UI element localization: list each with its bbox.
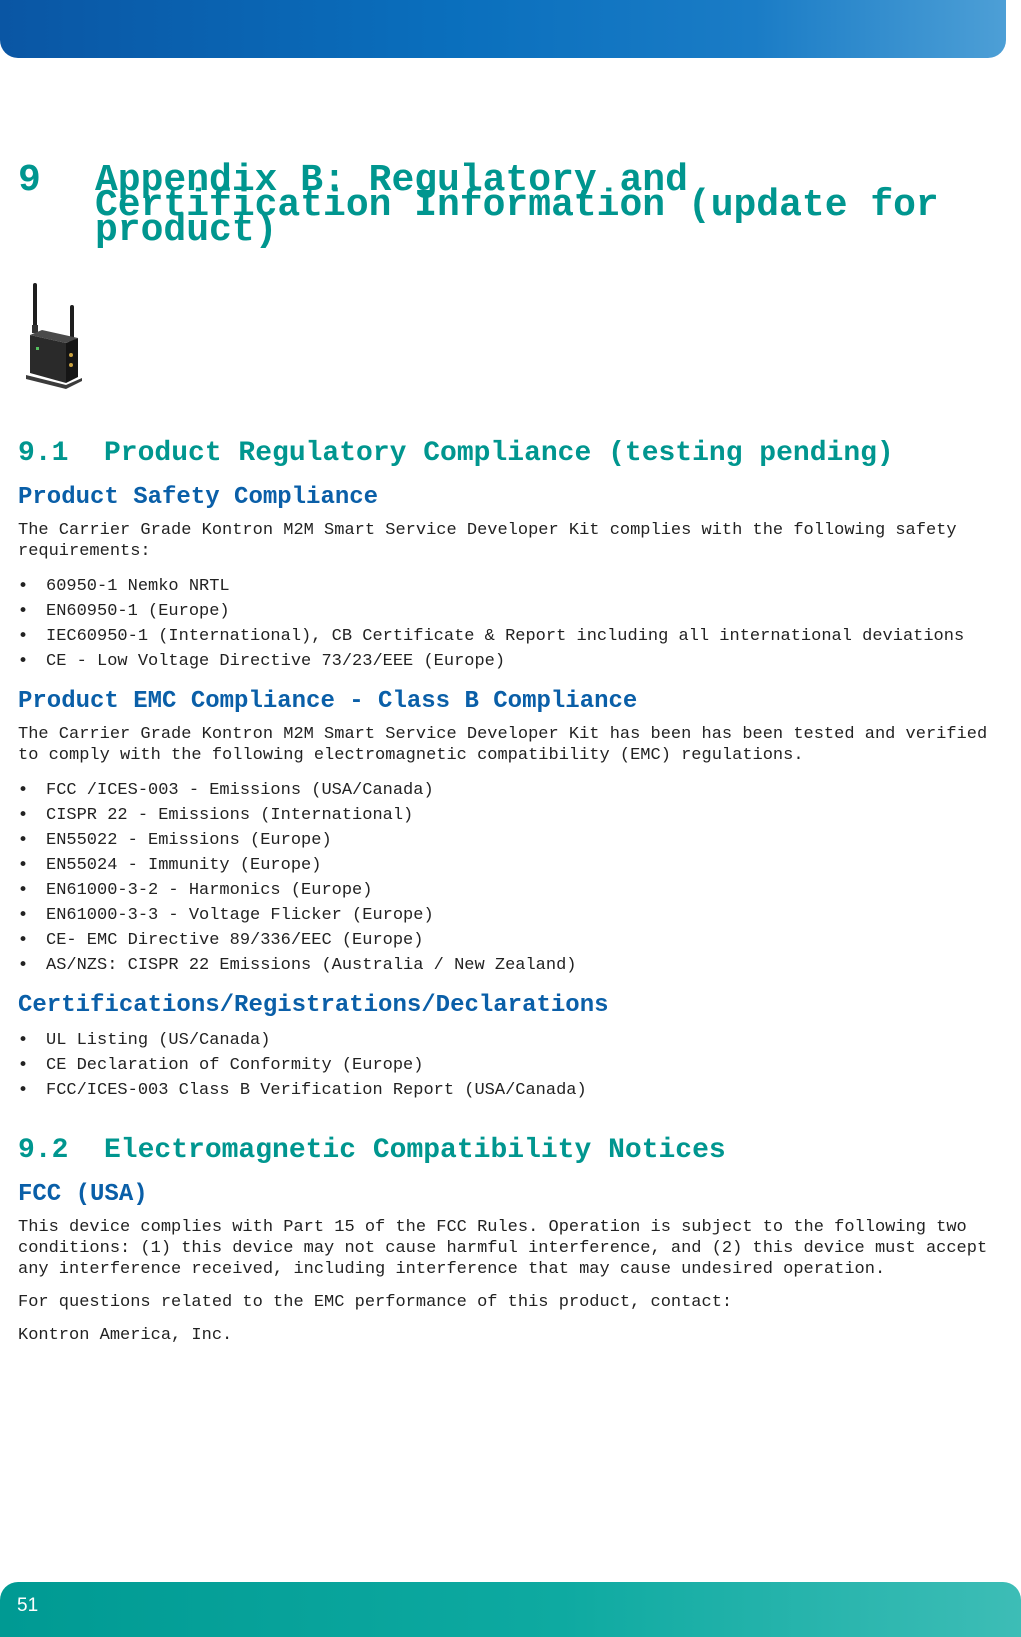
list-item: • EN61000-3-3 - Voltage Flicker (Europe) — [18, 903, 998, 928]
emc-list — [18, 778, 998, 978]
page-number: 51 — [17, 1595, 39, 1616]
certifications-list — [18, 1028, 998, 1103]
chapter-title — [18, 159, 978, 252]
list-item: • CE Declaration of Conformity (Europe) — [18, 1053, 998, 1078]
fcc-contact-paragraph: For questions related to the EMC performance of this product, contact: — [18, 1293, 733, 1312]
main-content — [18, 438, 998, 1358]
fcc-company-name: Kontron America, Inc. — [18, 1326, 233, 1345]
section-number: 9.1 — [18, 438, 69, 469]
list-item: • 60950-1 Nemko NRTL — [18, 574, 998, 599]
list-item: • CISPR 22 - Emissions (International) — [18, 803, 998, 828]
list-item: • IEC60950-1 (International), CB Certificate & Report including all international deviations — [18, 624, 998, 649]
safety-intro: The Carrier Grade Kontron M2M Smart Service Developer Kit complies with the following safety requirements: — [18, 521, 957, 561]
safety-list — [18, 574, 998, 674]
list-item: • EN55022 - Emissions (Europe) — [18, 828, 998, 853]
fcc-heading: FCC (USA) — [18, 1181, 148, 1208]
list-item: • EN60950-1 (Europe) — [18, 599, 998, 624]
emc-compliance-heading: Product EMC Compliance - Class B Compliance — [18, 688, 638, 715]
bottom-banner — [0, 1582, 1021, 1637]
list-item: • CE- EMC Directive 89/336/EEC (Europe) — [18, 928, 998, 953]
section-number: 9.2 — [18, 1135, 69, 1166]
chapter-number: 9 — [18, 159, 41, 202]
fcc-paragraph: This device complies with Part 15 of the FCC Rules. Operation is subject to the following two conditions: (1) this device may not cause harmful interference, and (2) this device must accept any interference received, including interference that may cause undesired operation. — [18, 1218, 988, 1279]
list-item: • EN55024 - Immunity (Europe) — [18, 853, 998, 878]
section-title: Electromagnetic Compatibility Notices — [104, 1135, 726, 1166]
section-heading-9-2 — [18, 1135, 998, 1167]
list-item: • CE - Low Voltage Directive 73/23/EEE (Europe) — [18, 649, 998, 674]
list-item: • UL Listing (US/Canada) — [18, 1028, 998, 1053]
emc-intro: The Carrier Grade Kontron M2M Smart Service Developer Kit has been has been tested and verified to comply with the following electromagnetic compatibility (EMC) regulations. — [18, 725, 988, 765]
list-item: • FCC/ICES-003 Class B Verification Report (USA/Canada) — [18, 1078, 998, 1103]
top-banner — [0, 0, 1006, 58]
chapter-title-text: Appendix B: Regulatory and Certification Information (update for product) — [95, 159, 939, 252]
section-heading-9-1 — [18, 438, 998, 470]
safety-compliance-heading: Product Safety Compliance — [18, 484, 379, 511]
router-device-icon — [26, 283, 82, 389]
list-item: • EN61000-3-2 - Harmonics (Europe) — [18, 878, 998, 903]
list-item: • AS/NZS: CISPR 22 Emissions (Australia / New Zealand) — [18, 953, 998, 978]
list-item: • FCC /ICES-003 - Emissions (USA/Canada) — [18, 778, 998, 803]
section-title: Product Regulatory Compliance (testing pending) — [104, 438, 894, 469]
certifications-heading: Certifications/Registrations/Declarations — [18, 992, 609, 1019]
